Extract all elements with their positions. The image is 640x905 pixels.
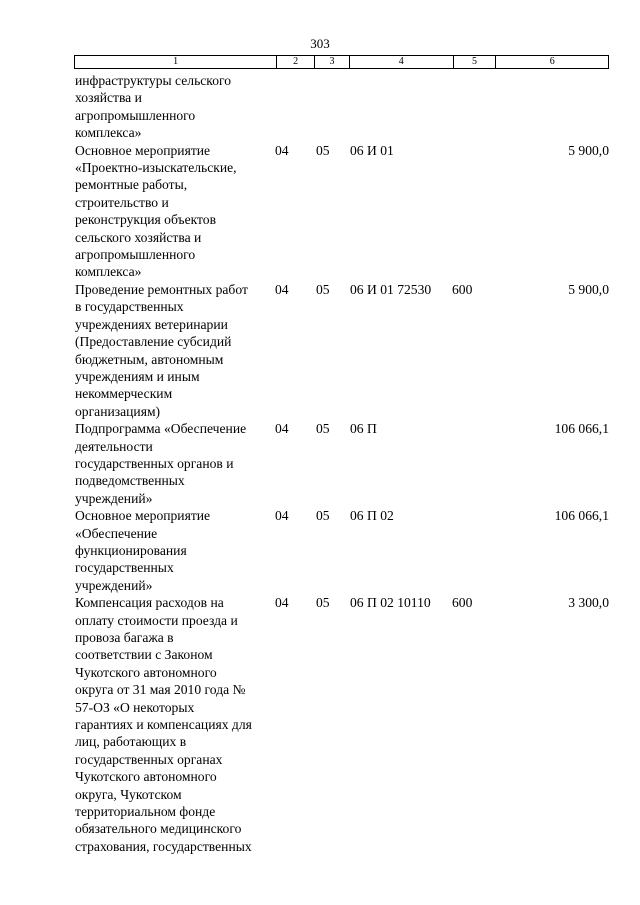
row-amount: 106 066,1 [554,421,609,437]
table-row [75,72,610,142]
table-body [75,72,610,855]
row-expense-type: 600 [452,281,473,297]
header-col-3: 3 [315,56,350,68]
row-amount: 106 066,1 [554,508,609,524]
row-subsection: 05 [316,421,330,437]
row-name: Основное мероприятие «Обеспечение функционирования государственных учреждений» [75,508,211,593]
table-row [75,507,610,594]
row-subsection: 05 [316,595,330,611]
table-header-row [74,55,609,69]
header-col-1: 1 [75,56,277,68]
header-col-6: 6 [549,56,555,67]
row-amount: 5 900,0 [568,142,609,158]
header-col-2: 2 [277,56,315,68]
page-number: 303 [310,36,330,51]
row-amount: 3 300,0 [568,595,609,611]
row-amount: 5 900,0 [568,281,609,297]
row-section: 04 [275,281,289,297]
row-target-article: 06 П 02 10110 [350,595,431,611]
table-row [75,281,610,420]
row-name: Компенсация расходов на оплату стоимости проезда и провоза багажа в соответствии с Законом Чукотского автономного округа от 31 мая 2010 года № 57-ОЗ «О некоторых гарантиях и компенсациях для лиц, работающих в государственных органах Чукотского автономного округа, Чукотском территориальном фонде обязательного медицинского страхования, государственных [75,595,252,854]
row-name: инфраструктуры сельского хозяйства и агропромышленного комплекса» [75,73,232,141]
row-section: 04 [275,595,289,611]
row-subsection: 05 [316,281,330,297]
row-target-article: 06 И 01 [350,142,394,158]
row-name: Подпрограмма «Обеспечение деятельности государственных органов и подведомственных учреждений» [75,421,247,506]
row-target-article: 06 П 02 [350,508,394,524]
row-expense-type: 600 [452,595,473,611]
header-col-5: 5 [454,56,497,68]
row-section: 04 [275,142,289,158]
row-subsection: 05 [316,508,330,524]
table-row [75,420,610,507]
row-section: 04 [275,421,289,437]
table-row [75,594,610,855]
row-subsection: 05 [316,142,330,158]
table-row [75,142,610,281]
row-section: 04 [275,508,289,524]
row-name: Основное мероприятие «Проектно-изыскательские, ремонтные работы, строительство и реконструкция объектов сельского хозяйства и агропромышленного комплекса» [75,142,237,280]
row-target-article: 06 П [350,421,377,437]
row-name: Проведение ремонтных работ в государственных учреждениях ветеринарии (Предоставление субсидий бюджетным, автономным учреждениям и иным некоммерческим организациям) [75,281,248,419]
row-target-article: 06 И 01 72530 [350,281,432,297]
header-col-4: 4 [350,56,454,68]
